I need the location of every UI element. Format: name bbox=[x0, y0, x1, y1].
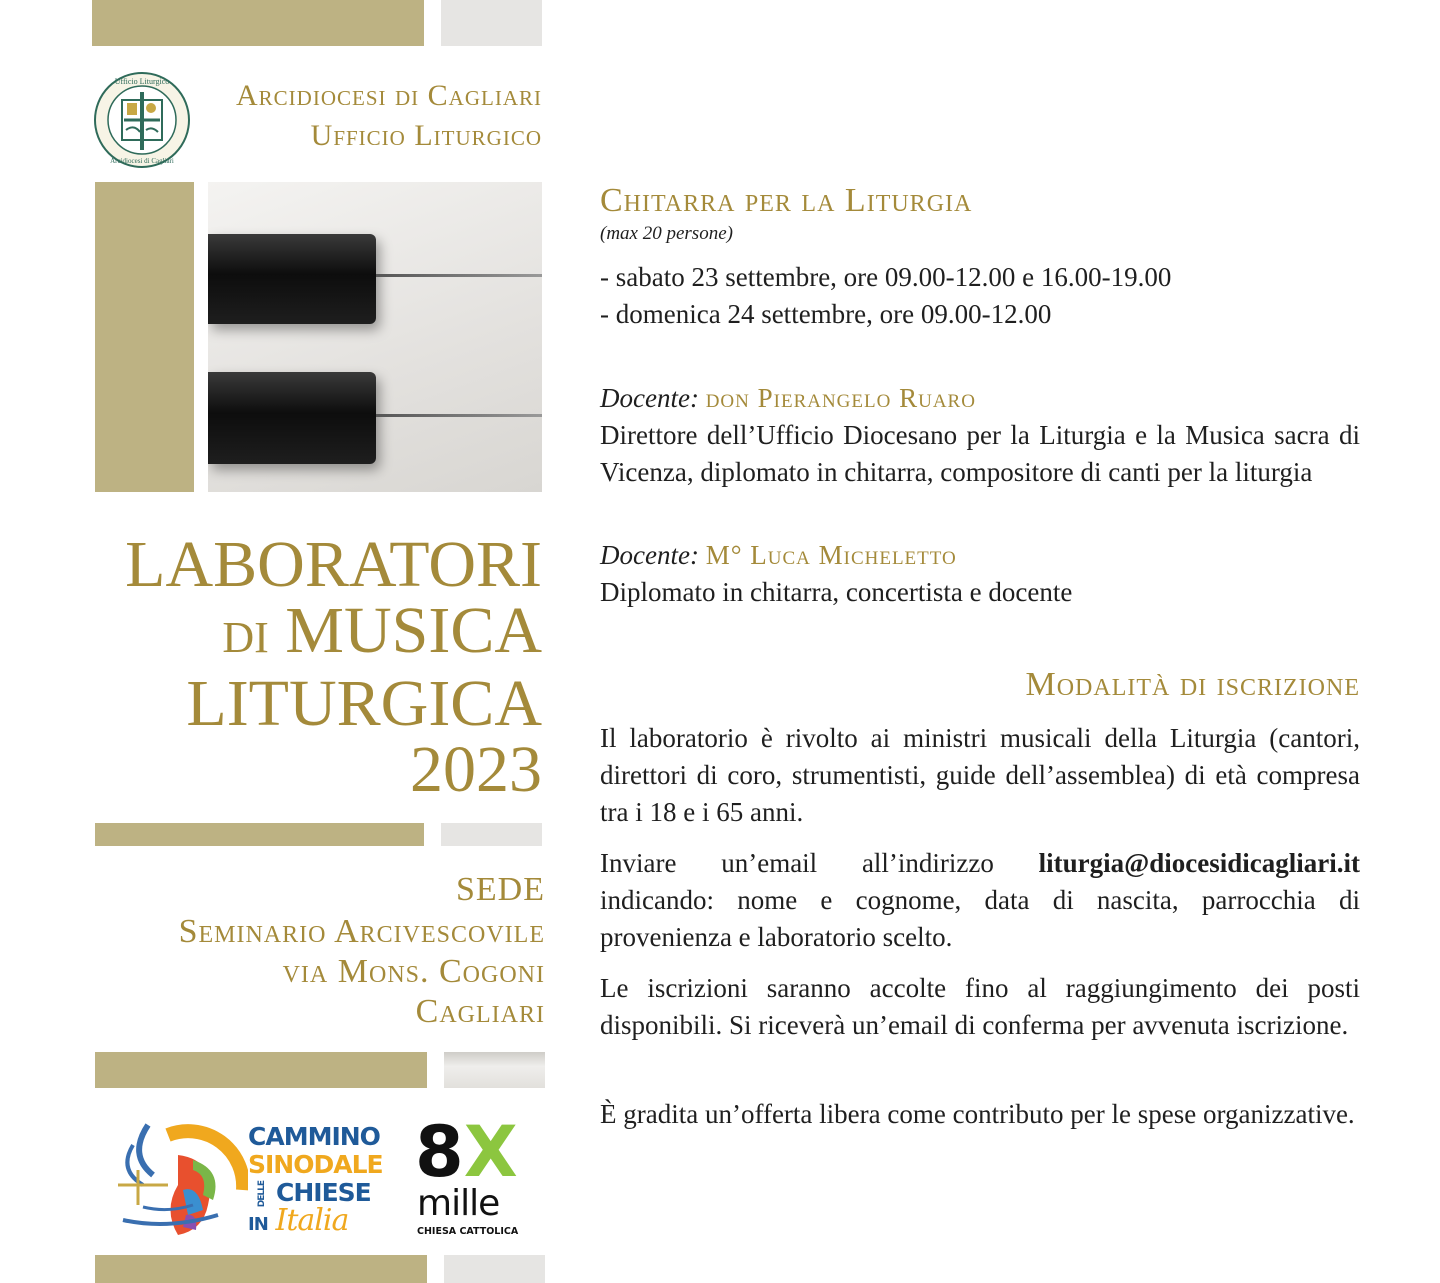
cammino-sinodale-logo bbox=[108, 1115, 383, 1250]
iscrizione-p4: È gradita un’offerta libera come contributo per le spese organizzative. bbox=[600, 1099, 1355, 1129]
title-line3: LITURGICA bbox=[186, 667, 542, 740]
docente-1-bio: Direttore dell’Ufficio Diocesano per la Liturgia e la Musica sacra di Vicenza, diplomato in chitarra, compositore di canti per la liturgia bbox=[600, 420, 1360, 487]
otto-mille: mille bbox=[417, 1183, 500, 1224]
org-name-line2: Ufficio Liturgico bbox=[310, 119, 542, 152]
iscrizione-p2: Inviare un’email all’indirizzo liturgia@diocesidicagliari.it indicando: nome e cognome, data di nascita, parrocchia di provenienza e laboratorio scelto. bbox=[600, 848, 1360, 952]
title-line1: LABORATORI bbox=[125, 528, 542, 601]
sede-label: SEDE bbox=[456, 871, 545, 908]
sede-line1: Seminario Arcivescovile bbox=[178, 913, 545, 950]
docente-1-label: Docente: bbox=[600, 383, 699, 413]
docente-2-name: M° Luca Micheletto bbox=[705, 540, 957, 570]
low-bar-gold bbox=[95, 1052, 427, 1088]
org-name-line1: Arcidiocesi di Cagliari bbox=[236, 79, 542, 112]
svg-text:Ufficio Liturgico: Ufficio Liturgico bbox=[114, 77, 170, 86]
otto-num: 8 bbox=[415, 1111, 464, 1193]
top-bar-grey bbox=[441, 0, 542, 46]
course-schedule-1: - sabato 23 settembre, ore 09.00-12.00 e 16.00-19.00 bbox=[600, 262, 1172, 292]
otto-sub: CHIESA CATTOLICA bbox=[417, 1226, 519, 1237]
course-schedule-2: - domenica 24 settembre, ore 09.00-12.00 bbox=[600, 299, 1052, 329]
cammino-line1: CAMMINO bbox=[248, 1122, 380, 1151]
mid-bar-grey bbox=[441, 823, 542, 846]
course-title: Chitarra per la Liturgia bbox=[600, 182, 973, 219]
title-year: 2023 bbox=[410, 733, 542, 806]
iscrizione-p1: Il laboratorio è rivolto ai ministri musicali della Liturgia (cantori, direttori di coro, strumentisti, guide dell’assemblea) di età compresa tra i 18 e i 65 anni. bbox=[600, 723, 1360, 827]
mid-bar-gold bbox=[95, 823, 424, 846]
docente-1 bbox=[600, 380, 1360, 417]
piano-keys-image bbox=[208, 182, 542, 492]
svg-text:Arcidiocesi di Cagliari: Arcidiocesi di Cagliari bbox=[110, 157, 174, 165]
cammino-delle: DELLE bbox=[257, 1180, 267, 1208]
low-bar-grey bbox=[444, 1052, 545, 1088]
side-bar-gold bbox=[95, 182, 194, 492]
otto-x: X bbox=[463, 1111, 518, 1193]
cammino-line2: SINODALE bbox=[248, 1150, 383, 1179]
docente-2 bbox=[600, 537, 1360, 574]
docente-2-bio: Diplomato in chitarra, concertista e docente bbox=[600, 577, 1073, 607]
cammino-line4: IN Italia bbox=[248, 1203, 349, 1239]
docente-1-name: don Pierangelo Ruaro bbox=[705, 383, 976, 413]
ufficio-liturgico-logo bbox=[92, 70, 192, 170]
bottom-bar-gold bbox=[95, 1255, 427, 1283]
iscrizione-title: Modalità di iscrizione bbox=[1025, 666, 1360, 703]
sede-line3: Cagliari bbox=[415, 993, 545, 1030]
bottom-bar-grey bbox=[444, 1255, 545, 1283]
event-title bbox=[60, 528, 542, 806]
docente-2-label: Docente: bbox=[600, 540, 699, 570]
contact-email[interactable]: liturgia@diocesidicagliari.it bbox=[1038, 848, 1360, 878]
cammino-line3: DELLE CHIESE bbox=[248, 1179, 383, 1207]
iscrizione-p3: Le iscrizioni saranno accolte fino al raggiungimento dei posti disponibili. Si riceverà un’email di conferma per avvenuta iscrizione. bbox=[600, 973, 1360, 1040]
otto-per-mille-logo bbox=[415, 1111, 525, 1240]
course-capacity: (max 20 persone) bbox=[600, 223, 733, 244]
title-line2: DI MUSICA bbox=[222, 594, 542, 667]
top-bar-gold bbox=[92, 0, 424, 46]
sede-line2: via Mons. Cogoni bbox=[282, 953, 545, 990]
